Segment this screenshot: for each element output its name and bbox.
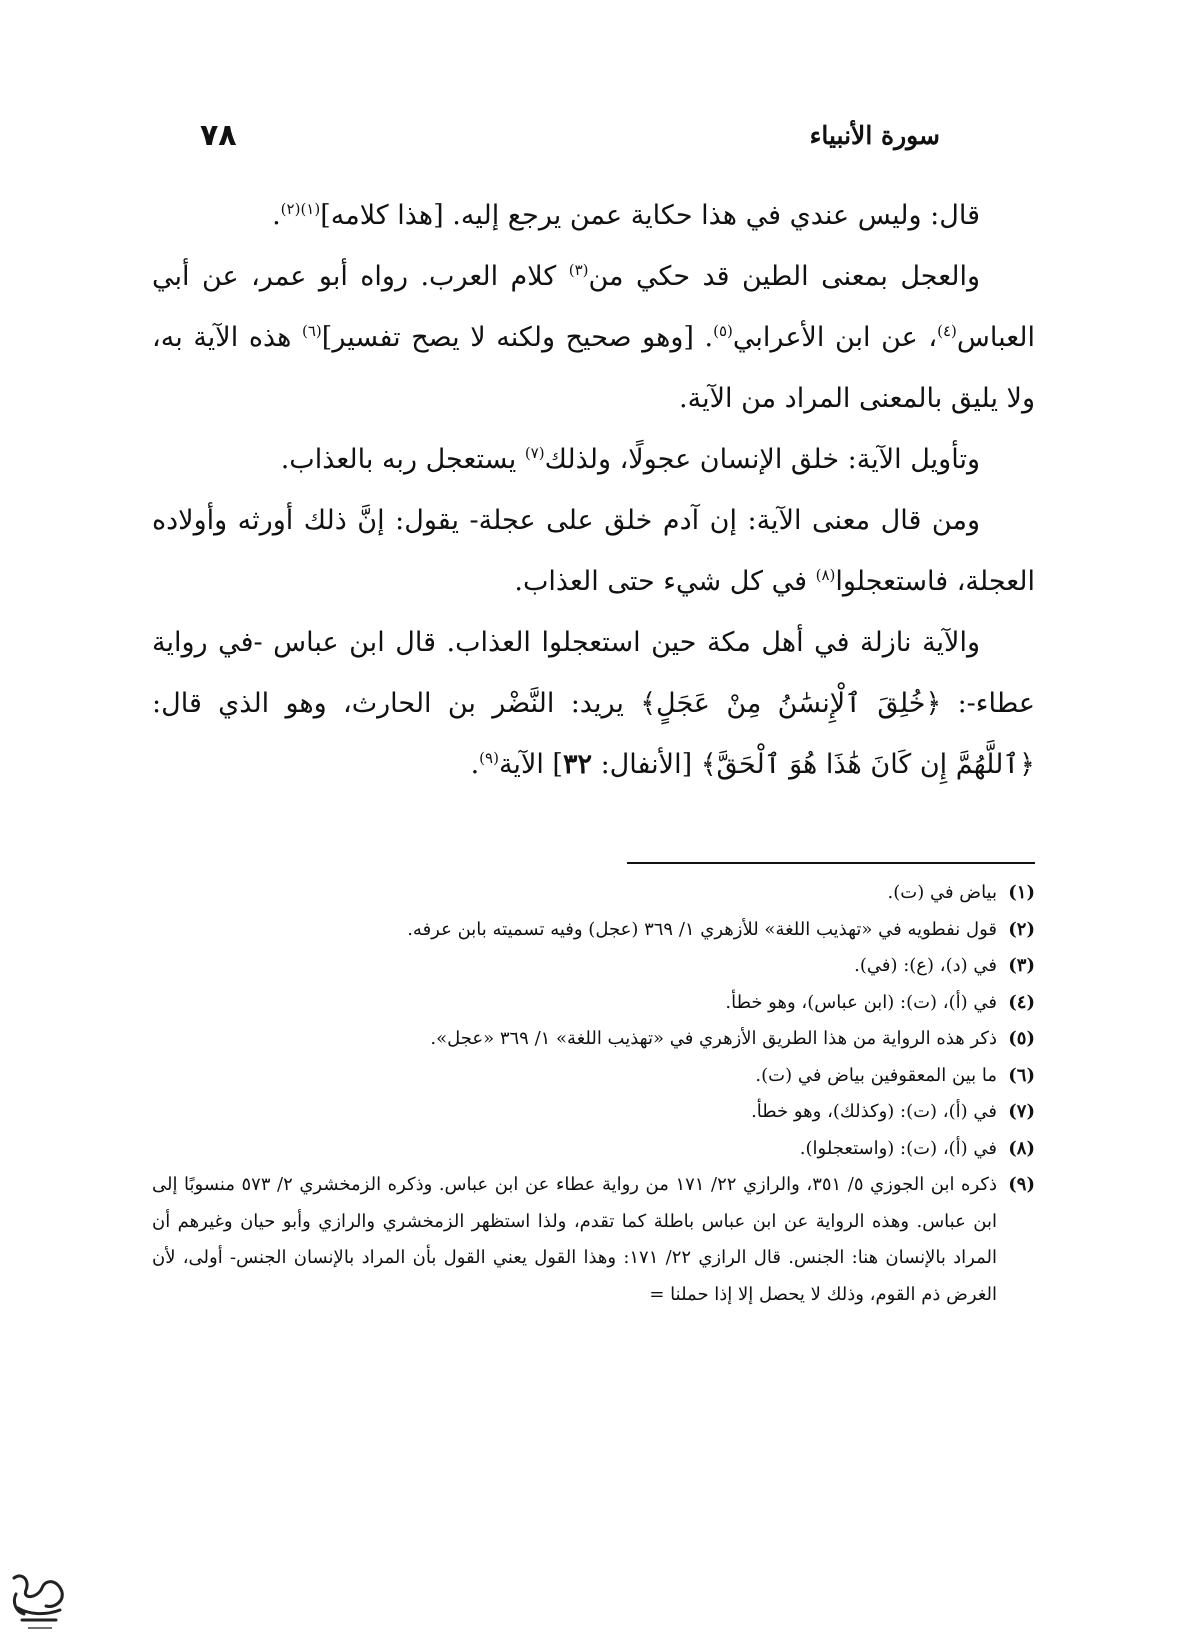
footnote-text: في (أ)، (ت): (وكذلك)، وهو خطأ. bbox=[751, 1101, 997, 1122]
footnote-ref: (٢) bbox=[280, 200, 301, 218]
footnote-item bbox=[152, 912, 1035, 949]
paragraph-4 bbox=[152, 490, 1035, 612]
text-span: ، عن ابن الأعرابي bbox=[732, 322, 938, 353]
footnote-text: في (أ)، (ت): (ابن عباس)، وهو خطأ. bbox=[725, 991, 997, 1013]
footnote-number: (٤) bbox=[1008, 991, 1035, 1013]
footnote-ref: (٩) bbox=[479, 749, 499, 767]
text-span: ومن قال معنى الآية: إن آدم خلق على عجلة- يقول: إنَّ ذلك أورثه وأولاده العجلة، فاستعجلوا bbox=[152, 505, 1035, 597]
footnote-number: (٥) bbox=[1008, 1028, 1035, 1049]
text-span: [الأنفال: bbox=[591, 749, 701, 780]
footnote-text: في (أ)، (ت): (واستعجلوا). bbox=[799, 1137, 997, 1159]
surah-title: سورة الأنبياء bbox=[809, 120, 940, 150]
text-span: يستعجل ربه بالعذاب. bbox=[280, 444, 525, 475]
footnote-ref: (٨) bbox=[815, 566, 836, 584]
page-header bbox=[200, 110, 940, 160]
footnote-text: ذكر هذه الرواية من هذا الطريق الأزهري في «تهذيب اللغة» ١/ ٣٦٩ «عجل». bbox=[430, 1028, 997, 1049]
text-span: ] الآية bbox=[498, 749, 563, 780]
footnote-item bbox=[152, 948, 1035, 985]
footnote-item bbox=[152, 1094, 1035, 1131]
text-span: والآية نازلة في أهل مكة حين استعجلوا العذاب. قال ابن عباس -في رواية عطاء-: bbox=[152, 627, 1035, 719]
text-span: . bbox=[470, 749, 480, 780]
quran-verse: ﴿خُلِقَ ٱلْإِنسَٰنُ مِنْ عَجَلٍ﴾ bbox=[640, 688, 942, 719]
footnote-divider bbox=[627, 862, 1035, 864]
footnote-number: (٧) bbox=[1008, 1101, 1035, 1122]
footnote-text: ذكره ابن الجوزي ٥/ ٣٥١، والرازي ٢٢/ ١٧١ من رواية عطاء عن ابن عباس. وذكره الزمخشري ٢/ ٥٧٣ منسوبًا إلى ابن عباس. وهذه الرواية عن ابن عباس باطلة كما تقدم، ولذا استظهر الزمخشري والرازي وأبو حيان وغيرهم أن المراد بالإنسان هنا: الجنس. قال الرازي ٢٢/ ١٧١: وهذا القول يعني القول بأن المراد بالإنسان الجنس- أولى، لأن الغرض ذم القوم، وذلك لا يحصل إلا إذا حملنا = bbox=[152, 1174, 997, 1305]
footnote-ref: (٧) bbox=[524, 444, 545, 462]
footnote-number: (٢) bbox=[1008, 918, 1035, 940]
footnote-number: (٦) bbox=[1008, 1064, 1035, 1086]
footnote-ref: (١) bbox=[300, 200, 321, 218]
footnote-item bbox=[152, 985, 1035, 1022]
footnote-item bbox=[152, 1167, 1035, 1313]
footnote-text: ما بين المعقوفين بياض في (ت). bbox=[755, 1064, 997, 1086]
text-span: قال: وليس عندي في هذا حكاية عمن يرجع إليه. [هذا كلامه] bbox=[320, 200, 980, 231]
footnote-item bbox=[152, 1021, 1035, 1058]
paragraph-2 bbox=[152, 246, 1035, 429]
footnote-number: (٨) bbox=[1008, 1137, 1035, 1159]
footnote-item bbox=[152, 1058, 1035, 1095]
text-span: يريد: النَّضْر بن الحارث، وهو الذي قال: bbox=[152, 688, 641, 719]
main-text bbox=[152, 185, 1035, 795]
footnote-ref: (٤) bbox=[937, 322, 957, 340]
footnote-number: (٣) bbox=[1008, 955, 1035, 976]
text-span: كلام العرب. رواه أبو عمر، عن أبي العباس bbox=[152, 261, 1035, 353]
footnote-item bbox=[152, 1131, 1035, 1168]
publisher-logo bbox=[8, 1568, 70, 1638]
footnote-text: بياض في (ت). bbox=[887, 882, 997, 903]
footnote-number: (٩) bbox=[1008, 1174, 1035, 1195]
text-span: في كل شيء حتى العذاب. bbox=[514, 566, 816, 597]
paragraph-3 bbox=[152, 429, 1035, 490]
footnote-ref: (٣) bbox=[568, 261, 589, 279]
text-span: والعجل بمعنى الطين قد حكي من bbox=[588, 261, 980, 292]
text-span: . bbox=[272, 200, 281, 231]
text-span: وتأويل الآية: خلق الإنسان عجولًا، ولذلك bbox=[544, 444, 980, 475]
footnote-ref: (٥) bbox=[713, 322, 733, 340]
text-span: هذه الآية به، ولا يليق بالمعنى المراد من الآية. bbox=[152, 322, 1035, 414]
quran-verse: ﴿ٱللَّهُمَّ إِن كَانَ هَٰذَا هُوَ ٱلْحَقَّ﴾ bbox=[700, 749, 1035, 780]
footnote-ref: (٦) bbox=[302, 322, 322, 340]
paragraph-5 bbox=[152, 612, 1035, 795]
verse-number: ٣٢ bbox=[562, 749, 592, 780]
footnote-text: في (د)، (ع): (في). bbox=[854, 955, 997, 976]
footnote-item bbox=[152, 875, 1035, 912]
footnotes bbox=[152, 875, 1035, 1313]
footnote-number: (١) bbox=[1008, 882, 1035, 903]
paragraph-1 bbox=[152, 185, 1035, 246]
footnote-text: قول نفطويه في «تهذيب اللغة» للأزهري ١/ ٣٦٩ (عجل) وفيه تسميته بابن عرفه. bbox=[407, 918, 997, 940]
text-span: . [وهو صحيح ولكنه لا يصح تفسير] bbox=[321, 322, 714, 353]
page-number: ٧٨ bbox=[200, 117, 237, 153]
